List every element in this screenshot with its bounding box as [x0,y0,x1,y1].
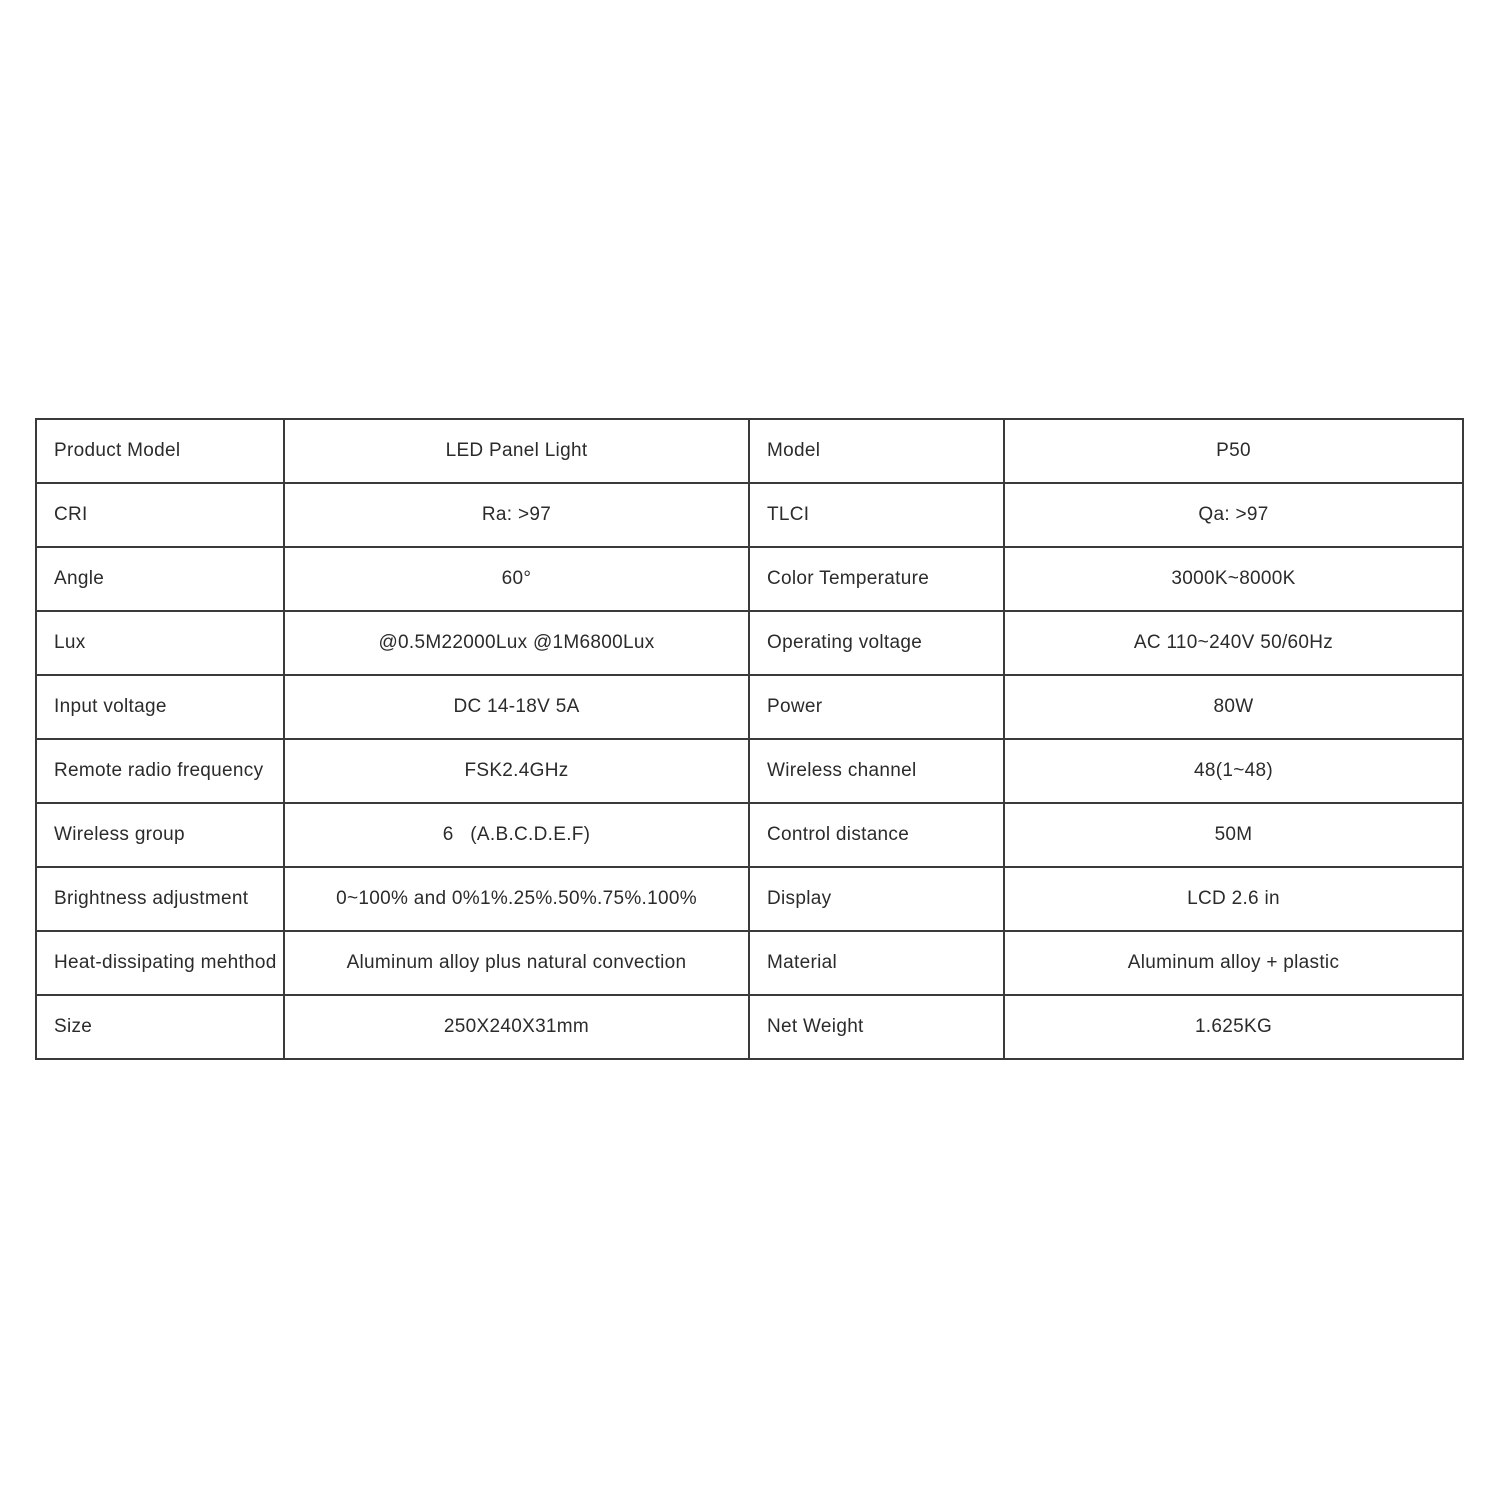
spec-label: CRI [36,483,284,547]
spec-value: LED Panel Light [284,419,749,483]
spec-value: LCD 2.6 in [1004,867,1463,931]
spec-label: Color Temperature [749,547,1004,611]
spec-label: Power [749,675,1004,739]
spec-value: 48(1~48) [1004,739,1463,803]
spec-label: Lux [36,611,284,675]
spec-label: Brightness adjustment [36,867,284,931]
spec-value: P50 [1004,419,1463,483]
spec-value: 3000K~8000K [1004,547,1463,611]
spec-label: Wireless group [36,803,284,867]
spec-value: 80W [1004,675,1463,739]
table-row [36,995,1463,1059]
spec-table [35,418,1464,1060]
table-row [36,419,1463,483]
spec-label: Net Weight [749,995,1004,1059]
table-row [36,739,1463,803]
spec-value: Ra: >97 [284,483,749,547]
spec-label: Control distance [749,803,1004,867]
spec-label: Material [749,931,1004,995]
spec-label: Remote radio frequency [36,739,284,803]
spec-value: 0~100% and 0%1%.25%.50%.75%.100% [284,867,749,931]
spec-value: 6 (A.B.C.D.E.F) [284,803,749,867]
spec-value: 60° [284,547,749,611]
spec-value: DC 14-18V 5A [284,675,749,739]
table-row [36,547,1463,611]
table-row [36,483,1463,547]
spec-label: TLCI [749,483,1004,547]
spec-label: Heat-dissipating mehthod [36,931,284,995]
spec-label: Size [36,995,284,1059]
spec-value: 1.625KG [1004,995,1463,1059]
spec-value: Qa: >97 [1004,483,1463,547]
spec-value: 250X240X31mm [284,995,749,1059]
spec-value: Aluminum alloy plus natural convection [284,931,749,995]
spec-label: Model [749,419,1004,483]
spec-label: Display [749,867,1004,931]
spec-label: Angle [36,547,284,611]
spec-value: @0.5M22000Lux @1M6800Lux [284,611,749,675]
table-row [36,803,1463,867]
spec-value: FSK2.4GHz [284,739,749,803]
spec-label: Product Model [36,419,284,483]
table-row [36,867,1463,931]
spec-label: Operating voltage [749,611,1004,675]
spec-value: 50M [1004,803,1463,867]
table-row [36,931,1463,995]
spec-value: AC 110~240V 50/60Hz [1004,611,1463,675]
table-row [36,611,1463,675]
spec-label: Input voltage [36,675,284,739]
spec-label: Wireless channel [749,739,1004,803]
table-row [36,675,1463,739]
spec-value: Aluminum alloy + plastic [1004,931,1463,995]
